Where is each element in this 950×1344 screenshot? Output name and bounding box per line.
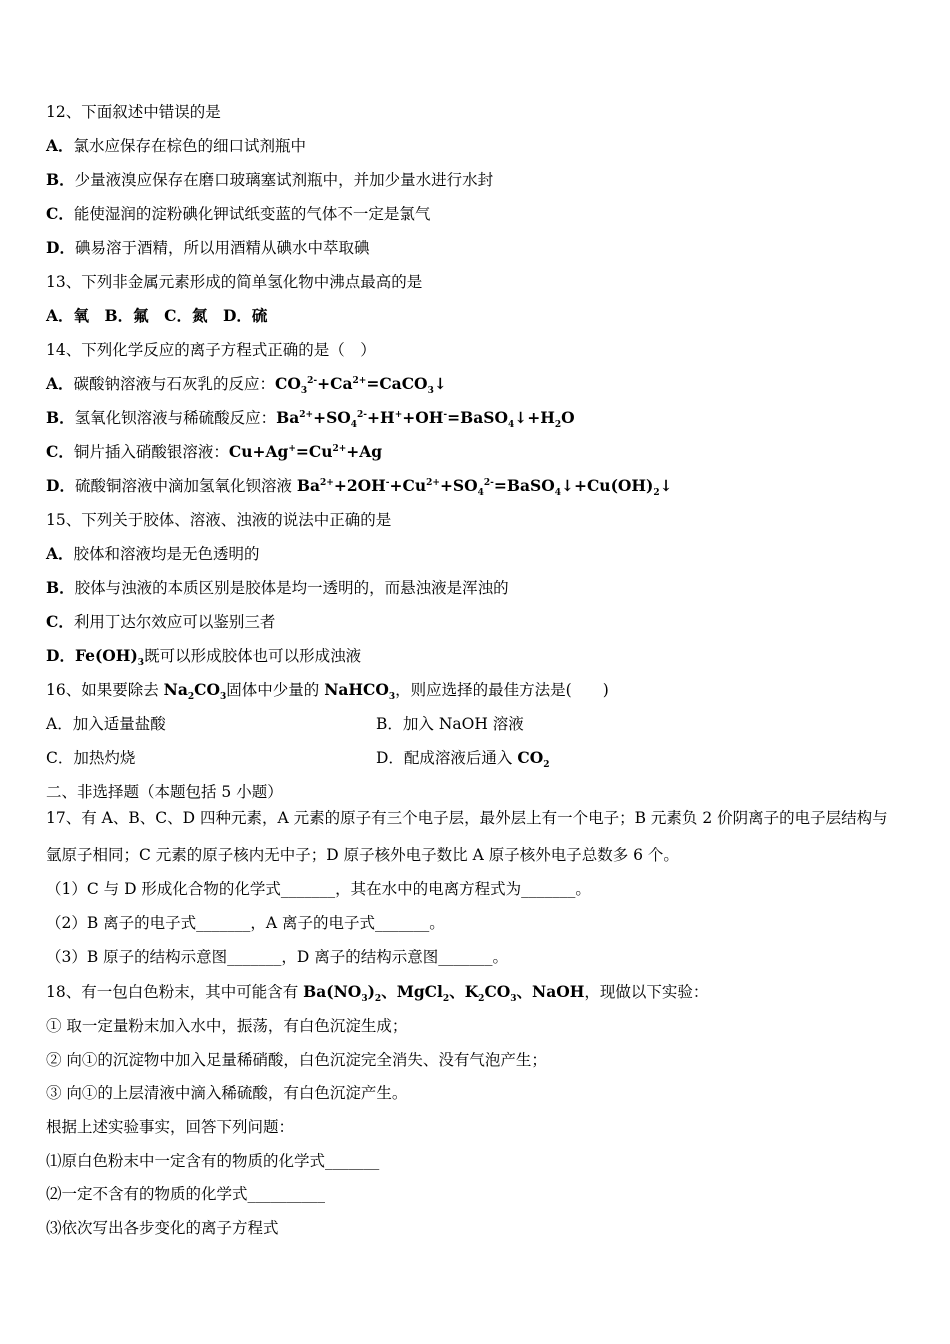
q17-stem-line-1: 17、有 A、B、C、D 四种元素，A 元素的原子有三个电子层，最外层上有一个电子；B 元素负 2 价阴离子的电子层结构与 — [46, 809, 888, 827]
q12-option-b: B．少量液溴应保存在磨口玻璃塞试剂瓶中，并加少量水进行水封 — [46, 170, 494, 189]
q12-option-c: C．能使湿润的淀粉碘化钾试纸变蓝的气体不一定是氯气 — [46, 204, 431, 223]
q16-option-d: D．配成溶液后通入 $CO_2$ — [376, 748, 550, 771]
q18-lead: 根据上述实验事实，回答下列问题： — [46, 1118, 295, 1136]
q18-stem: 18、有一包白色粉末，其中可能含有 $Ba(NO_3)_2$、MgCl$_2$、$K_2CO_3$、NaOH，现做以下实验： — [46, 982, 709, 1005]
q17-part-3: （3）B 原子的结构示意图_______，D 离子的结构示意图_______。 — [46, 948, 509, 966]
q18-part-1: ⑴原白色粉末中一定含有的物质的化学式_______ — [46, 1152, 380, 1170]
q15-option-a: A．胶体和溶液均是无色透明的 — [46, 544, 260, 563]
q18-step-1: ① 取一定量粉末加入水中，振荡，有白色沉淀生成； — [46, 1017, 408, 1035]
q16-option-b: B．加入 NaOH 溶液 — [376, 715, 524, 733]
q15-stem: 15、下列关于胶体、溶液、浊液的说法中正确的是 — [46, 511, 392, 529]
q14-option-b: B．氢氧化钡溶液与稀硫酸反应：$Ba^{2+}+SO_4^{2-}+H^++OH^-=BaSO_4↓+H_2O$ — [46, 408, 575, 431]
q17-part-2: （2）B 离子的电子式_______，A 离子的电子式_______。 — [46, 914, 445, 932]
q17-stem-line-2: 氩原子相同；C 元素的原子核内无中子；D 原子核外电子数比 A 原子核外电子总数多 6 个。 — [46, 846, 679, 864]
q18-part-3: ⑶依次写出各步变化的离子方程式 — [46, 1219, 279, 1237]
q13-options: A．氧 B．氟 C．氮 D．硫 — [46, 306, 268, 325]
q14-a-equation: $CO_3^{2-}+Ca^{2+}=CaCO_3↓$ — [275, 374, 447, 397]
q12-stem: 12、下面叙述中错误的是 — [46, 103, 221, 121]
q14-c-equation: $Cu+Ag^+=Cu^{2+}+Ag$ — [228, 442, 383, 461]
q16-stem: 16、如果要除去 $Na_2CO_3$固体中少量的 NaHCO$_3$，则应选择的最佳方法是( ) — [46, 680, 609, 703]
q14-option-c: C．铜片插入硝酸银溶液：$Cu+Ag^+=Cu^{2+}+Ag$ — [46, 442, 383, 461]
q17-part-1: （1）C 与 D 形成化合物的化学式_______，其在水中的电离方程式为_______。 — [46, 880, 591, 898]
q16-formula-co2: $CO_2$ — [517, 748, 550, 771]
q16-option-c: C．加热灼烧 — [46, 749, 136, 767]
section-2-heading: 二、非选择题（本题包括 5 小题） — [46, 783, 283, 801]
q18-part-2: ⑵一定不含有的物质的化学式__________ — [46, 1185, 326, 1203]
q13-stem: 13、下列非金属元素形成的简单氢化物中沸点最高的是 — [46, 273, 423, 291]
q16-formula-nahco3: NaHCO$_3$ — [324, 680, 396, 703]
q14-b-equation: $Ba^{2+}+SO_4^{2-}+H^++OH^-=BaSO_4↓+H_2O$ — [276, 408, 575, 431]
q18-substance-list: $Ba(NO_3)_2$、MgCl$_2$、$K_2CO_3$、NaOH — [303, 982, 585, 1005]
q15-option-b: B．胶体与浊液的本质区别是胶体是均一透明的，而悬浊液是浑浊的 — [46, 578, 509, 597]
q12-option-d: D．碘易溶于酒精，所以用酒精从碘水中萃取碘 — [46, 238, 370, 257]
q14-option-d: D．硫酸铜溶液中滴加氢氧化钡溶液 $Ba^{2+}+2OH^-+Cu^{2+}+SO_4^{2-}=BaSO_4↓+Cu(OH)_2↓$ — [46, 476, 673, 499]
q12-option-a: A．氯水应保存在棕色的细口试剂瓶中 — [46, 136, 307, 155]
q15-d-formula: $Fe(OH)_3$ — [74, 646, 145, 669]
q18-step-3: ③ 向①的上层清液中滴入稀硫酸，有白色沉淀产生。 — [46, 1084, 408, 1102]
q14-d-equation: $Ba^{2+}+2OH^-+Cu^{2+}+SO_4^{2-}=BaSO_4↓+Cu(OH)_2↓$ — [296, 476, 673, 499]
q15-option-d: D．$Fe(OH)_3$既可以形成胶体也可以形成浊液 — [46, 646, 362, 669]
q15-option-c: C．利用丁达尔效应可以鉴别三者 — [46, 612, 276, 631]
q16-formula-na2co3: $Na_2CO_3$ — [163, 680, 227, 703]
q16-option-a: A．加入适量盐酸 — [46, 715, 166, 733]
q14-stem: 14、下列化学反应的离子方程式正确的是（ ） — [46, 341, 376, 359]
q14-option-a: A．碳酸钠溶液与石灰乳的反应：$CO_3^{2-}+Ca^{2+}=CaCO_3↓$ — [46, 374, 447, 397]
q18-step-2: ② 向①的沉淀物中加入足量稀硝酸，白色沉淀完全消失、没有气泡产生； — [46, 1051, 547, 1069]
